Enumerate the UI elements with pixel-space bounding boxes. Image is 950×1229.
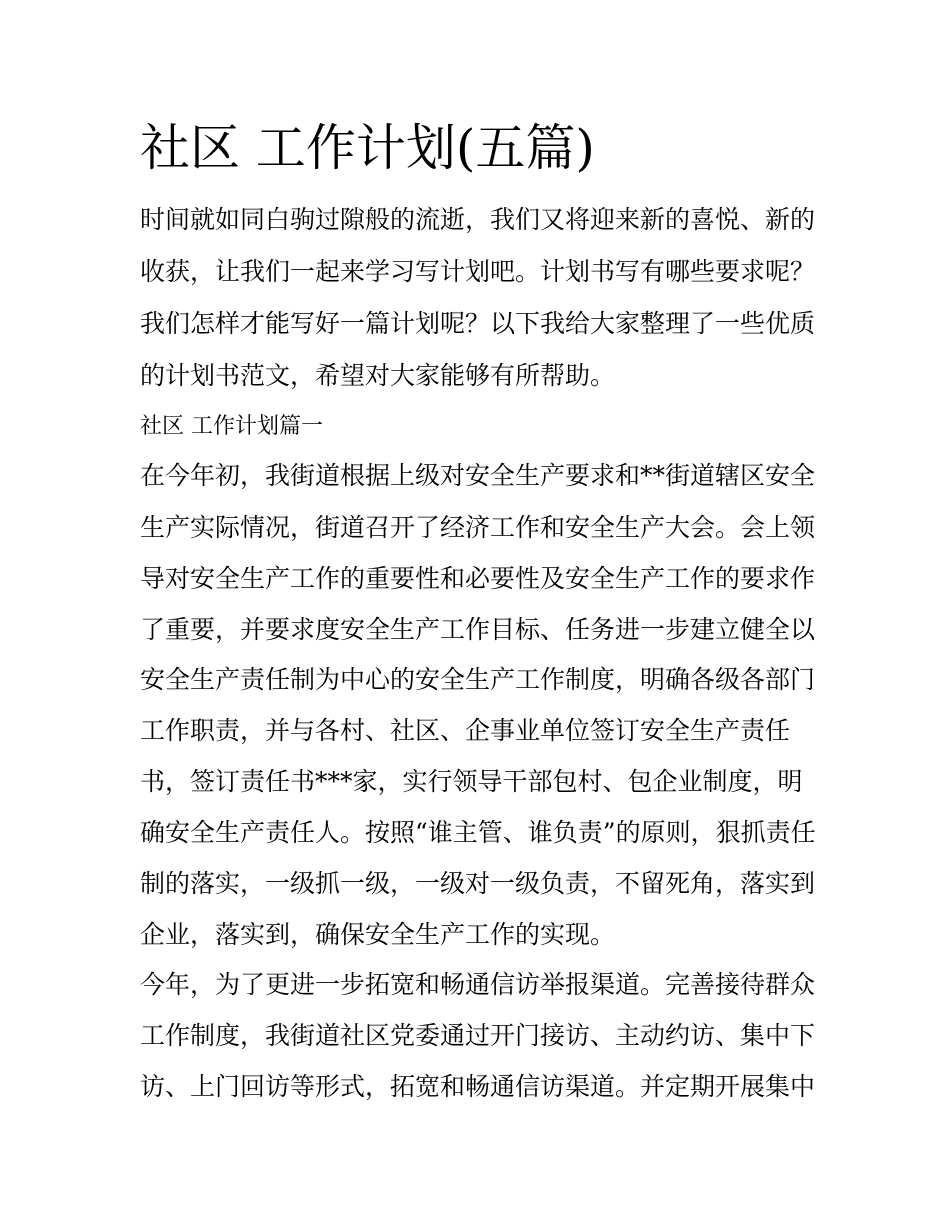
paragraph-line: 访、上门回访等形式，拓宽和畅通信访渠道。并定期开展集中 <box>140 1072 816 1101</box>
paragraph-line: 确安全生产责任人。按照“谁主管、谁负责”的原则，狠抓责任 <box>140 818 816 847</box>
paragraph-line: 制的落实，一级抓一级，一级对一级负责，不留死角，落实到 <box>140 869 816 898</box>
intro-line: 时间就如同白驹过隙般的流逝，我们又将迎来新的喜悦、新的 <box>140 205 816 234</box>
intro-line: 的计划书范文，希望对大家能够有所帮助。 <box>140 361 616 390</box>
paragraph-line: 了重要，并要求度安全生产工作目标、任务进一步建立健全以 <box>140 615 816 644</box>
paragraph-line: 在今年初，我街道根据上级对安全生产要求和**街道辖区安全 <box>140 461 816 490</box>
intro-line: 收获，让我们一起来学习写计划吧。计划书写有哪些要求呢？ <box>140 257 816 286</box>
paragraph-line: 书，签订责任书***家，实行领导干部包村、包企业制度，明 <box>140 767 803 796</box>
paragraph-line: 今年，为了更进一步拓宽和畅通信访举报渠道。完善接待群众 <box>140 970 816 999</box>
section-heading: 社区 工作计划篇一 <box>140 414 323 439</box>
paragraph-line: 安全生产责任制为中心的安全生产工作制度，明确各级各部门 <box>140 665 816 694</box>
paragraph-line: 工作职责，并与各村、社区、企事业单位签订安全生产责任 <box>140 716 791 745</box>
paragraph-line: 工作制度，我街道社区党委通过开门接访、主动约访、集中下 <box>140 1021 816 1050</box>
paragraph-line: 导对安全生产工作的重要性和必要性及安全生产工作的要求作 <box>140 564 816 593</box>
document-title: 社区 工作计划(五篇) <box>140 119 595 177</box>
paragraph-line: 企业，落实到，确保安全生产工作的实现。 <box>140 920 616 949</box>
paragraph-line: 生产实际情况，街道召开了经济工作和安全生产大会。会上领 <box>140 513 816 542</box>
intro-line: 我们怎样才能写好一篇计划呢？以下我给大家整理了一些优质 <box>140 309 816 338</box>
